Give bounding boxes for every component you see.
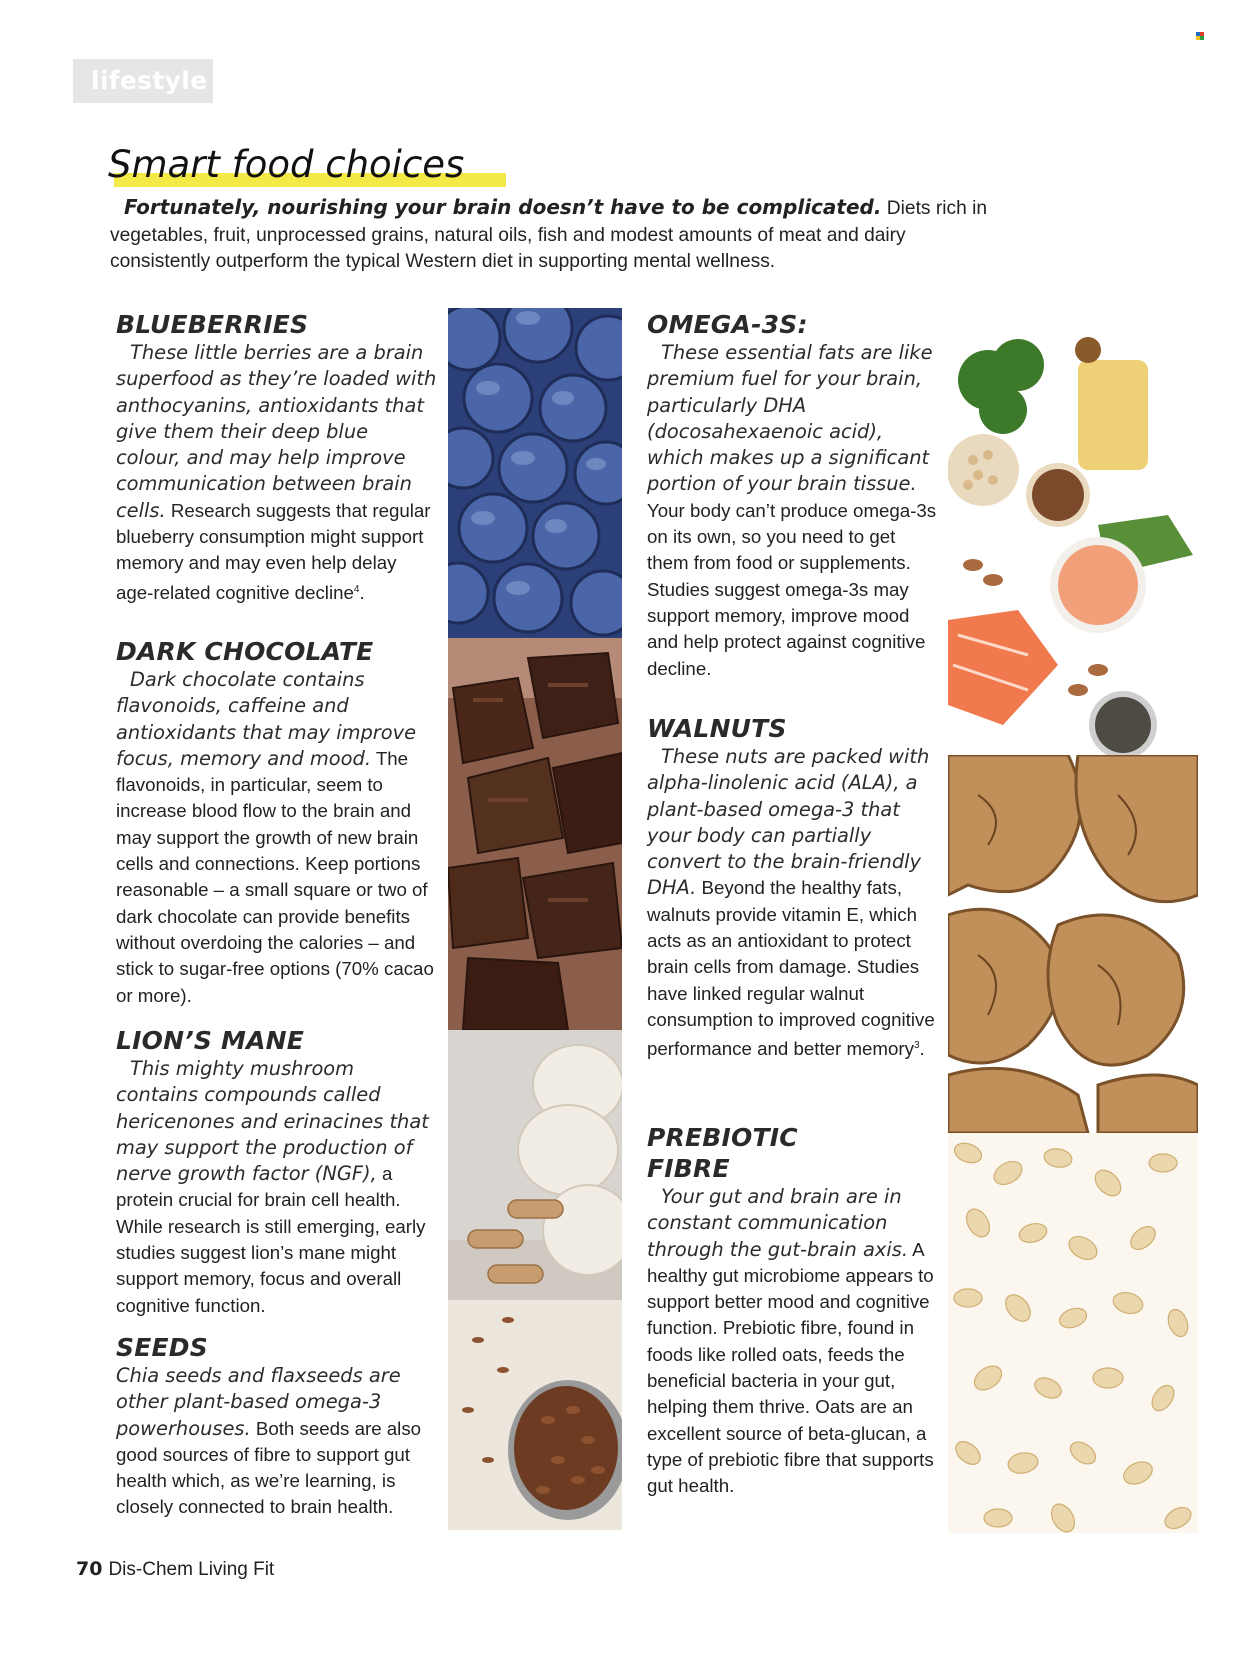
body-seeds: Both seeds are also good sources of fibre to support gut health which, as we’re learning, is closely connected to brain health. [116,1417,422,1518]
intro-text: Diets rich in vegetables, fruit, unprocessed grains, natural oils, fish and modest amounts of meat and dairy consistently outperform the typical Western diet in supporting mental wellness. [110,198,988,272]
section-dark-chocolate [116,636,438,1009]
lead-omega3: These essential fats are like premium fuel for your brain, particularly DHA (docosahexaenoic acid), which makes up a significant portion of your brain tissue. [647,341,933,496]
section-walnuts: WALNUTS These nuts are packed with alpha-linolenic acid (ALA), a plant-based omega-3 that your body can partially convert to the brain-friendly DHA. Beyond the healthy fats, walnuts provide vitamin E, which acts as an antioxidant to protect brain cells from damage. Studies have linked regular walnut consumption to improved cognitive performance and better memory$^3$. [647,713,937,1063]
heading-walnuts: WALNUTS [647,714,787,743]
heading-omega3: OMEGA-3S: [647,310,808,339]
section-lions-mane [116,1025,438,1319]
lead-blueberries: These little berries are a brain superfood as they’re loaded with anthocyanins, antioxidants that give them their deep blue colour, and may help improve communication between brain cells. [116,341,437,522]
ref-blueberries: 4 [353,583,360,595]
title-block [108,143,464,186]
page-footer [76,1558,274,1581]
intro-paragraph [110,194,1000,276]
body-lions-mane: a protein crucial for brain cell health. While research is still emerging, early studies suggest lion’s mane might support memory, focus and overall cognitive function. [116,1163,426,1316]
oats-photo [948,1133,1198,1533]
page-title: Smart food choices [108,143,465,186]
lead-walnuts: These nuts are packed with alpha-linolenic acid (ALA), a plant-based omega-3 that your body can partially convert to the brain-friendly DHA. [647,745,930,900]
heading-seeds: SEEDS [116,1333,208,1362]
body-omega3: Your body can’t produce omega-3s on its own, so you need to get them from food or supplements. Studies suggest omega-3s may support memory, improve mood and help protect against cognitive decline. [647,499,937,679]
omega3-foods-photo [948,325,1198,755]
heading-blueberries: BLUEBERRIES [116,310,309,339]
publication-name: Dis-Chem Living Fit [108,1559,275,1580]
lions-mane-photo [448,1030,622,1300]
page-number: 70 [76,1558,103,1580]
intro-bold: Fortunately, nourishing your brain doesn’t have to be complicated. [124,195,882,219]
heading-lions-mane: LION’S MANE [116,1026,305,1055]
section-omega3 [647,309,937,682]
body-walnuts: Beyond the healthy fats, walnuts provide vitamin E, which acts as an antioxidant to protect brain cells from damage. Studies have linked regular walnut consumption to improved cognitive performance and better memory [647,877,935,1060]
walnuts-photo [948,755,1198,1133]
section-prebiotic [647,1122,937,1500]
lead-dark-chocolate: Dark chocolate contains flavonoids, caffeine and antioxidants that may improve focus, memory and mood. [116,668,417,770]
body-blueberries: Research suggests that regular blueberry consumption might support memory and may even help delay age-related cognitive decline [116,499,431,603]
lead-prebiotic: Your gut and brain are in constant communication through the gut-brain axis. [647,1185,908,1261]
heading-prebiotic: PREBIOTIC FIBRE [647,1123,798,1183]
section-tag: lifestyle [73,59,213,103]
dark-chocolate-photo [448,638,622,1030]
seeds-photo [448,1300,622,1530]
corner-color-mark [1196,32,1204,40]
blueberries-photo [448,308,622,638]
body-prebiotic: A healthy gut microbiome appears to support better mood and cognitive function. Prebiotic fibre, found in foods like rolled oats, feeds the beneficial bacteria in your gut, helping them thrive. Oats are an excellent source of beta-glucan, a type of prebiotic fibre that supports gut health. [647,1238,934,1497]
section-seeds [116,1332,438,1521]
lead-seeds: Chia seeds and flaxseeds are other plant-based omega-3 powerhouses. [116,1364,401,1440]
body-dark-chocolate: The flavonoids, in particular, seem to increase blood flow to the brain and may support the growth of new brain cells and connections. Keep portions reasonable – a small square or two of dark chocolate can provide benefits without overdoing the calories – and stick to sugar-free options (70% cacao or more). [116,747,434,1006]
ref-walnuts: 3 [913,1040,920,1052]
lead-lions-mane: This mighty mushroom contains compounds called hericenones and erinacines that may support the production of nerve growth factor (NGF), [116,1057,429,1186]
section-blueberries: BLUEBERRIES These little berries are a brain superfood as they’re loaded with anthocyanins, antioxidants that give them their deep blue colour, and may help improve communication between brain cells. Research suggests that regular blueberry consumption might support memory and may even help delay age-related cognitive decline$^4$. [116,310,437,603]
heading-dark-chocolate: DARK CHOCOLATE [116,637,374,666]
